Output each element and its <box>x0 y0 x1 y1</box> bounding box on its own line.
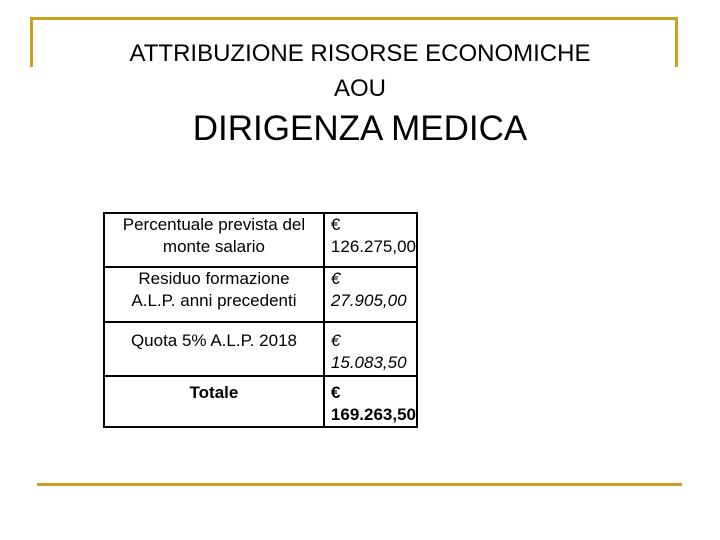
row-label-line: A.L.P. anni precedenti <box>131 291 297 310</box>
table-row <box>104 322 417 376</box>
row-label-cell <box>104 267 324 322</box>
row-value: € 126.275,00 <box>330 215 417 256</box>
decorative-top-line <box>30 17 678 20</box>
row-value-cell <box>324 376 417 427</box>
row-label-line: monte salario <box>162 237 265 256</box>
row-label-cell <box>104 322 324 376</box>
row-label-line: Residuo formazione <box>138 269 290 288</box>
table-row <box>104 376 417 427</box>
row-label-cell <box>104 213 324 267</box>
row-value-cell <box>324 267 417 322</box>
row-value-cell <box>324 213 417 267</box>
row-label-line: Percentuale prevista del <box>122 215 306 234</box>
resources-table <box>103 212 418 428</box>
slide-title-line-1: ATTRIBUZIONE RISORSE ECONOMICHE <box>129 40 591 67</box>
slide-title-line-2: AOU <box>333 75 386 102</box>
decorative-bottom-line <box>37 483 682 486</box>
row-value-cell <box>324 322 417 376</box>
row-value: € 15.083,50 <box>330 331 407 372</box>
row-value: € 169.263,50 <box>330 383 417 424</box>
row-label-line: Quota 5% A.L.P. 2018 <box>130 331 297 350</box>
row-value: € 27.905,00 <box>330 269 407 310</box>
row-label-line: Totale <box>189 383 239 402</box>
row-label-cell <box>104 376 324 427</box>
table-row <box>104 213 417 267</box>
table-row <box>104 267 417 322</box>
slide-subtitle: DIRIGENZA MEDICA <box>192 109 528 148</box>
